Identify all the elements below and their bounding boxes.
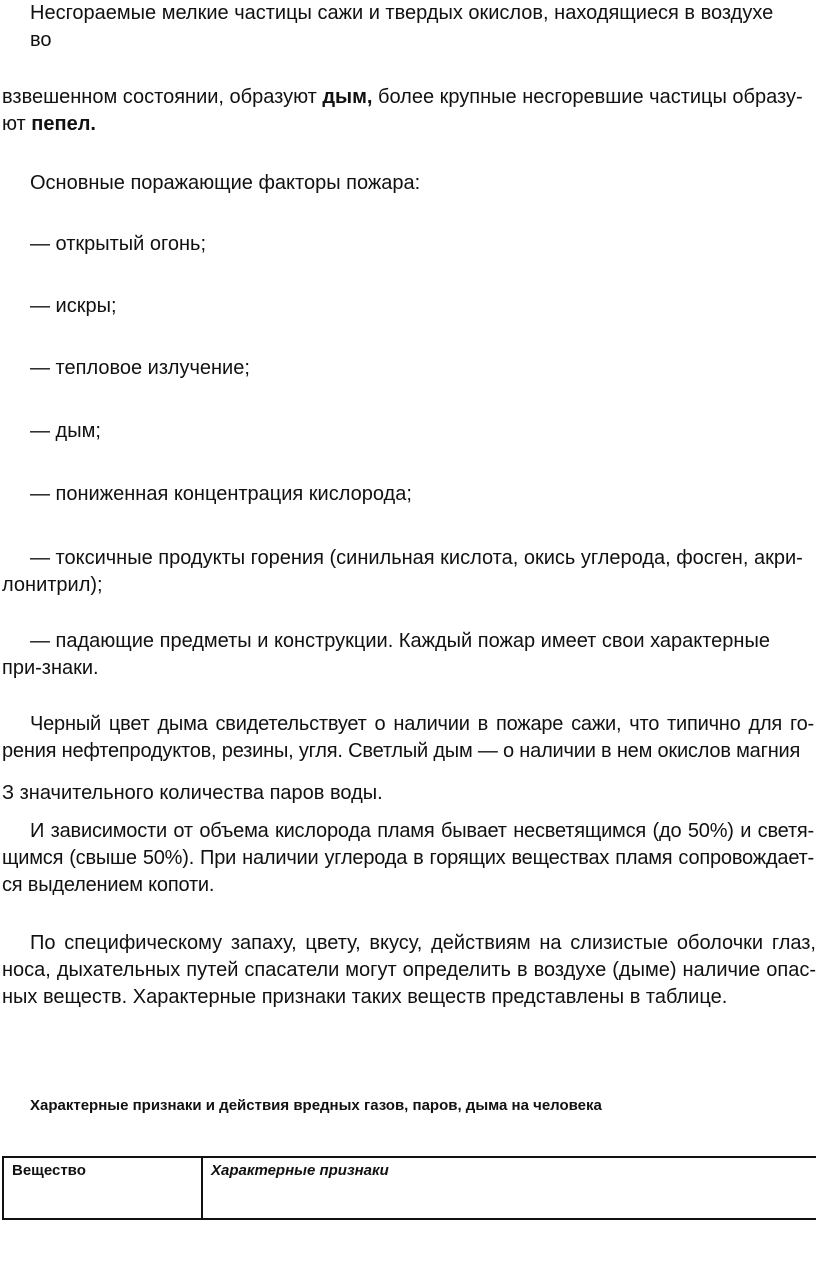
header-label: Вещество (12, 1162, 86, 1179)
table-header-substance (4, 1158, 203, 1218)
factor-item: — открытый огонь; (30, 233, 207, 255)
text-segment: более крупные несгоревшие частицы образу-ют (2, 86, 803, 135)
paragraph-soot-text1: Несгораемые мелкие частицы сажи и твердых окислов, находящиеся в воздухе (30, 2, 774, 24)
paragraph-soot-text2: во (30, 29, 52, 51)
factor-item: — пониженная концентрация кислорода; (30, 483, 412, 505)
factor-item: — токсичные продукты горения (синильная кислота, окись углерода, фосген, акри-лонитрил); (2, 547, 803, 596)
factor-item: — искры; (30, 295, 117, 317)
term-ash: пепел. (31, 113, 96, 135)
factors-intro: Основные поражающие факторы пожара: (30, 172, 421, 194)
factor-item: — тепловое излучение; (30, 357, 250, 379)
factor-item: — дым; (30, 420, 101, 442)
table-header-signs (203, 1158, 816, 1218)
factor-item: — падающие предметы и конструкции. Каждый пожар имеет свои характерные при-знаки. (2, 630, 770, 679)
paragraph-soot-line2 (30, 27, 816, 54)
paragraph-flame: И зависимости от объема кислорода пламя бывает несветящимся (до 50%) и светя-щимся (свыше 50%). При наличии углерода в горящих веществах пламя сопровождает-ся выделением копоти. (2, 820, 814, 896)
term-smoke: дым, (322, 86, 373, 108)
paragraph-smoke-ash (2, 84, 814, 138)
text-segment: взвешенном состоянии, образуют (2, 86, 323, 108)
paragraph-smoke-color: Черный цвет дыма свидетельствует о наличии в пожаре сажи, что типично для го-рения нефтепродуктов, резины, угля. Светлый дым — о наличии в нем окислов магния (2, 713, 814, 762)
header-label: Характерные признаки (211, 1162, 389, 1179)
table-caption: Характерные признаки и действия вредных газов, паров, дыма на человека (30, 1097, 602, 1114)
paragraph-smoke-color-continued: З значительного количества паров воды. (2, 782, 383, 804)
paragraph-hazard-detection: По специфическому запаху, цвету, вкусу, действиям на слизистые оболочки глаз, носа, дыхательных путей спасатели могут определить в воздухе (дыме) наличие опас-ных веществ. Характерные признаки таких веществ представлены в таблице. (2, 932, 816, 1008)
hazard-table (2, 1156, 816, 1220)
paragraph-soot-line1 (30, 0, 816, 27)
